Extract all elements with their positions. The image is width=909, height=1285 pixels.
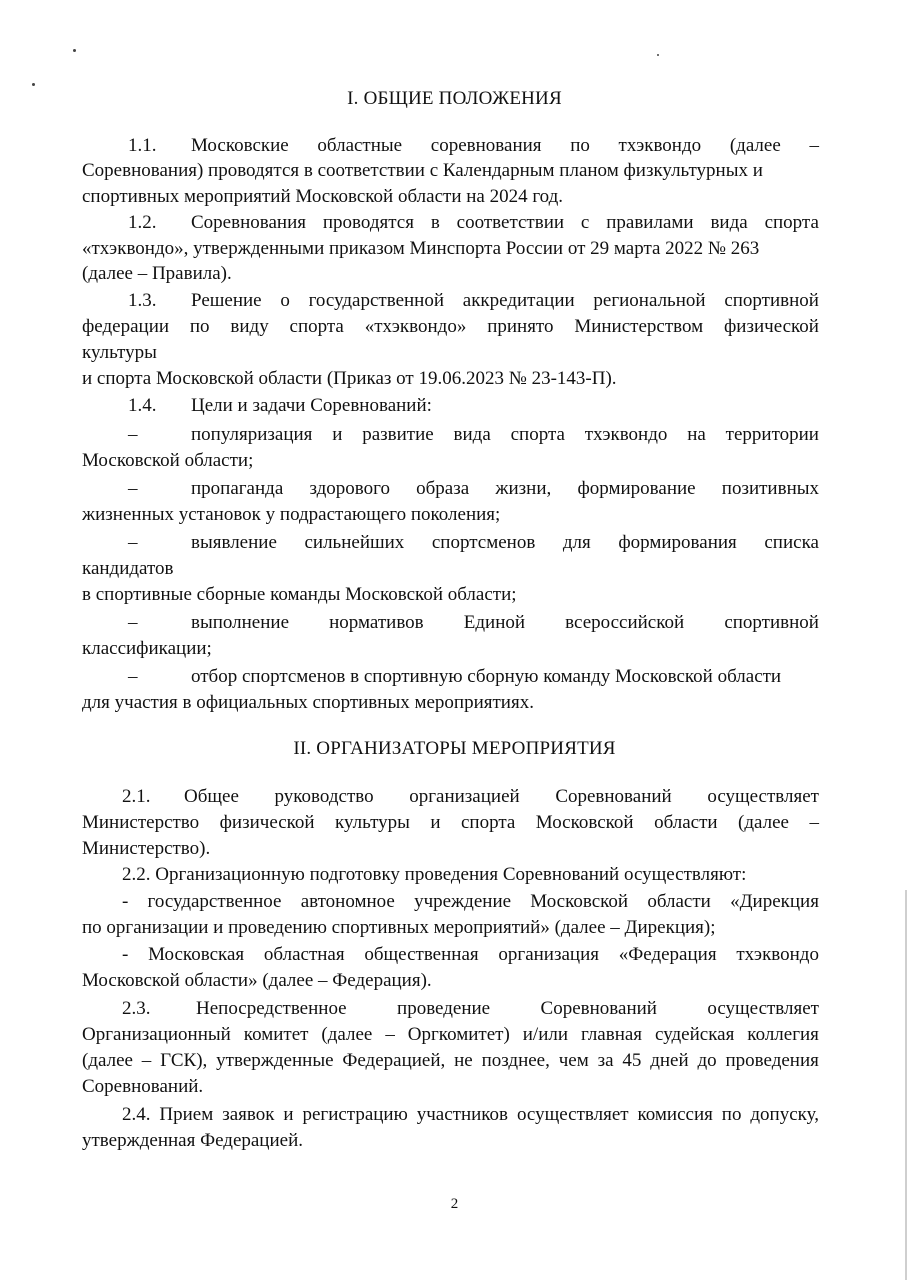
list-item: кандидатов	[82, 558, 174, 579]
list-item: по организации и проведению спортивных мероприятий» (далее – Дирекция);	[82, 917, 716, 938]
bullet-dash: –	[128, 612, 138, 633]
clause-number: 2.1.	[122, 786, 151, 807]
list-item: - государственное автономное учреждение Московской области «Дирекция	[122, 891, 819, 912]
list-item: - Московская областная общественная организация «Федерация тхэквондо	[122, 944, 819, 965]
scan-speck	[657, 54, 659, 56]
bullet-dash: –	[128, 532, 138, 553]
scan-speck	[73, 49, 76, 52]
paragraph-line: (далее – ГСК), утвержденные Федерацией, не позднее, чем за 45 дней до проведения	[82, 1050, 819, 1071]
paragraph-line: Московские областные соревнования по тхэквондо (далее –	[191, 135, 819, 156]
list-item: отбор спортсменов в спортивную сборную команду Московской области	[191, 666, 782, 687]
section-title: I. ОБЩИЕ ПОЛОЖЕНИЯ	[347, 88, 562, 109]
scan-edge	[905, 890, 907, 1280]
scan-speck	[32, 83, 35, 86]
paragraph-line: 2.4. Прием заявок и регистрацию участников осуществляет комиссия по допуску,	[122, 1104, 819, 1125]
paragraph-line: Министерство).	[82, 838, 211, 859]
clause-number: 1.1.	[128, 135, 157, 156]
list-item: выявление сильнейших спортсменов для формирования списка	[191, 532, 819, 553]
bullet-dash: –	[128, 666, 138, 687]
page-number: 2	[450, 1196, 459, 1212]
paragraph-line: культуры	[82, 342, 157, 363]
list-item: пропаганда здорового образа жизни, формирование позитивных	[191, 478, 819, 499]
bullet-dash: –	[128, 424, 138, 445]
paragraph-line: Решение о государственной аккредитации региональной спортивной	[191, 290, 819, 311]
clause-number: 1.3.	[128, 290, 157, 311]
list-item: классификации;	[82, 638, 212, 659]
paragraph-line: Организационный комитет (далее – Оргкомитет) и/или главная судейская коллегия	[82, 1024, 819, 1045]
paragraph-line: Министерство физической культуры и спорта Московской области (далее –	[82, 812, 819, 833]
paragraph-line: «тхэквондо», утвержденными приказом Минспорта России от 29 марта 2022 № 263	[82, 238, 760, 259]
list-item: Московской области;	[82, 450, 254, 471]
list-item: жизненных установок у подрастающего поколения;	[82, 504, 501, 525]
list-item: в спортивные сборные команды Московской области;	[82, 584, 517, 605]
paragraph-line: Соревнований.	[82, 1076, 204, 1097]
section-title: II. ОРГАНИЗАТОРЫ МЕРОПРИЯТИЯ	[293, 738, 616, 759]
paragraph-line: (далее – Правила).	[82, 263, 232, 284]
clause-number: 1.2.	[128, 212, 157, 233]
paragraph-line: Соревнования проводятся в соответствии с правилами вида спорта	[191, 212, 819, 233]
paragraph-line: 2.2. Организационную подготовку проведения Соревнований осуществляют:	[122, 864, 747, 885]
paragraph-line: утвержденная Федерацией.	[82, 1130, 303, 1151]
list-item: популяризация и развитие вида спорта тхэквондо на территории	[191, 424, 819, 445]
clause-number: 1.4.	[128, 395, 157, 416]
paragraph-line: спортивных мероприятий Московской области на 2024 год.	[82, 186, 564, 207]
clause-number: 2.3.	[122, 998, 151, 1019]
paragraph-line: и спорта Московской области (Приказ от 19.06.2023 № 23-143-П).	[82, 368, 617, 389]
paragraph-line: Непосредственное проведение Соревнований осуществляет	[196, 998, 819, 1019]
list-item: для участия в официальных спортивных мероприятиях.	[82, 692, 534, 713]
list-item: выполнение нормативов Единой всероссийской спортивной	[191, 612, 819, 633]
list-item: Московской области» (далее – Федерация).	[82, 970, 432, 991]
paragraph-line: Общее руководство организацией Соревнований осуществляет	[184, 786, 819, 807]
paragraph-line: Цели и задачи Соревнований:	[191, 395, 432, 416]
bullet-dash: –	[128, 478, 138, 499]
paragraph-line: Соревнования) проводятся в соответствии с Календарным планом физкультурных и	[82, 160, 763, 181]
paragraph-line: федерации по виду спорта «тхэквондо» принято Министерством физической	[82, 316, 819, 337]
